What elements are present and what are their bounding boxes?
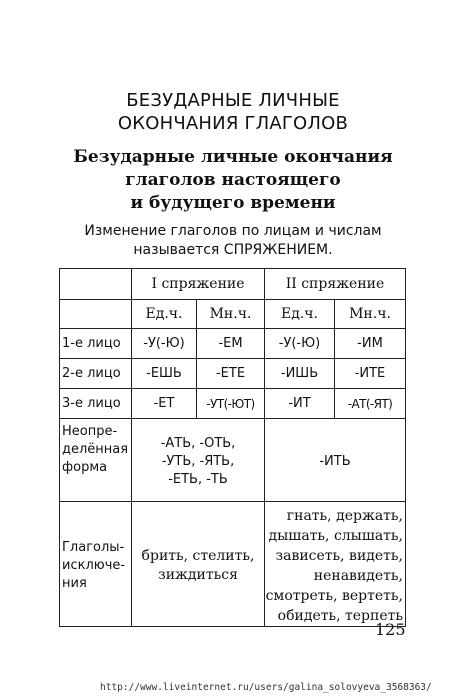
infinitive-label: Неопре- делённая форма	[60, 419, 132, 502]
ending-cell: -ИМ	[335, 329, 406, 359]
page-number: 125	[375, 620, 406, 639]
subtitle-line-3: и будущего времени	[130, 193, 336, 213]
intro-line-1: Изменение глаголов по лицам и числам	[84, 223, 382, 239]
intro-line-2: называется СПРЯЖЕНИЕМ.	[133, 242, 333, 258]
ending-cell: -ЕШЬ	[132, 359, 197, 389]
ending-cell: -ЕТЕ	[197, 359, 265, 389]
exceptions-row	[60, 502, 406, 627]
conjugation-table	[59, 268, 406, 627]
table-header-row	[60, 269, 406, 300]
subtitle-line-2: глаголов настоящего	[125, 170, 341, 190]
row-label: 2-е лицо	[60, 359, 132, 389]
ending-cell: -У(-Ю)	[132, 329, 197, 359]
infinitive-conj2: -ИТЬ	[265, 419, 406, 502]
table-row	[60, 329, 406, 359]
conj2-header: II спряжение	[265, 269, 406, 300]
table-row	[60, 359, 406, 389]
conj2-singular-header: Ед.ч.	[265, 300, 335, 329]
ending-cell: -У(-Ю)	[265, 329, 335, 359]
exceptions-conj1: брить, стелить, зиждиться	[132, 502, 265, 627]
title-line-1: БЕЗУДАРНЫЕ ЛИЧНЫЕ	[126, 90, 340, 111]
ending-cell: -ИШЬ	[265, 359, 335, 389]
conj2-plural-header: Мн.ч.	[335, 300, 406, 329]
subtitle-line-1: Безударные личные окончания	[73, 147, 393, 167]
corner-cell	[60, 269, 132, 300]
number-header-row	[60, 300, 406, 329]
infinitive-conj1: -АТЬ, -ОТЬ, -УТЬ, -ЯТЬ, -ЕТЬ, -ТЬ	[132, 419, 265, 502]
conj1-plural-header: Мн.ч.	[197, 300, 265, 329]
ending-cell: -ЕМ	[197, 329, 265, 359]
conj1-singular-header: Ед.ч.	[132, 300, 197, 329]
ending-cell: -АТ(-ЯТ)	[335, 389, 406, 419]
conj1-header: I спряжение	[132, 269, 265, 300]
title-line-2: ОКОНЧАНИЯ ГЛАГОЛОВ	[117, 113, 349, 134]
exceptions-label: Глаголы- исключе- ния	[60, 502, 132, 627]
infinitive-row	[60, 419, 406, 502]
row-label: 1-е лицо	[60, 329, 132, 359]
row-label: 3-е лицо	[60, 389, 132, 419]
footer-url: http://www.liveinternet.ru/users/galina_solovyeva_3568363/	[100, 682, 432, 693]
ending-cell: -УТ(-ЮТ)	[197, 389, 265, 419]
ending-cell: -ИТЕ	[335, 359, 406, 389]
exceptions-conj2: гнать, держать, дышать, слышать, зависеть, видеть, ненавидеть, смотреть, вертеть, обидеть, терпеть	[265, 502, 406, 627]
ending-cell: -ЕТ	[132, 389, 197, 419]
ending-cell: -ИТ	[265, 389, 335, 419]
corner-cell-2	[60, 300, 132, 329]
table-row	[60, 389, 406, 419]
